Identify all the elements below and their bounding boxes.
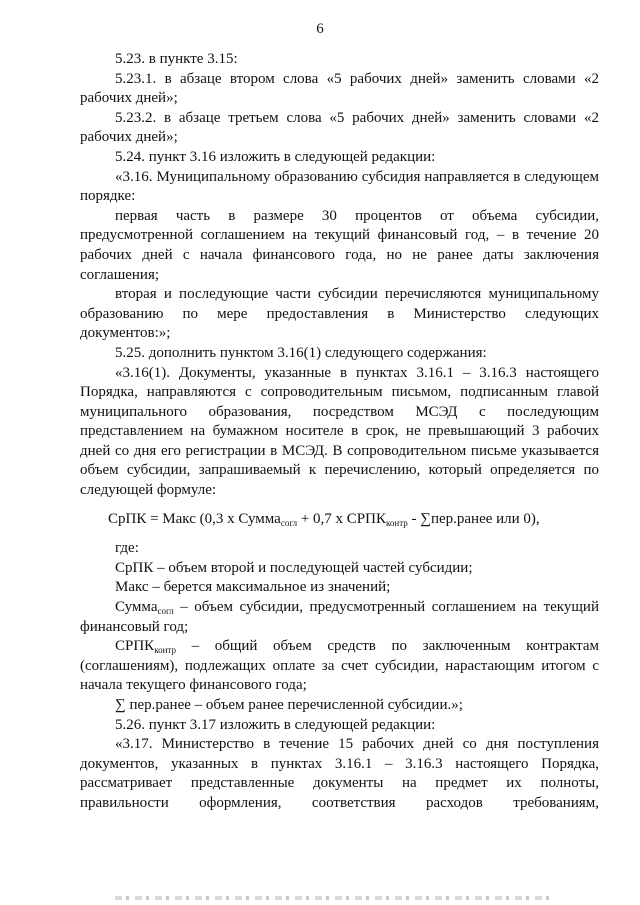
document-body: [80, 50, 599, 814]
definition-sum-prev: ∑ пер.ранее – объем ранее перечисленной субсидии.»;: [115, 697, 463, 713]
paragraph-5-26: 5.26. пункт 3.17 изложить в следующей редакции:: [115, 716, 436, 733]
formula-sub-sogl: согл: [280, 517, 298, 528]
definition-maks: Макс – берется максимальное из значений;: [115, 579, 391, 596]
definition-srpk-kontr: $СРПК_{контр}$ – общий объем средств по заключенным контрактам (соглашениям), подлежащих оплате за счет субсидии, нарастающим итогом с начала текущего финансового года;: [80, 638, 599, 694]
paragraph-5-25: 5.25. дополнить пунктом 3.16(1) следующего содержания:: [115, 344, 487, 361]
scan-footer-strip: [0, 888, 640, 905]
paragraph-5-23-2: 5.23.2. в абзаце третьем слова «5 рабочих дней» заменить словами «2 рабочих дней»;: [80, 109, 599, 146]
paragraph-3-16: «3.16. Муниципальному образованию субсидия направляется в следующем порядке:: [80, 168, 599, 205]
paragraph-3-17: «3.17. Министерство в течение 15 рабочих дней со дня поступления документов, указанных в пунктах 3.16.1 – 3.16.3 настоящего Порядка, рассматривает представленные документы на предмет их полноты, правильности оформления, соответствия расходов требованиям,: [80, 736, 599, 811]
definition-summa: Сумма$_{согл}$ – объем субсидии, предусмотренный соглашением на текущий финансовый год;: [80, 599, 599, 635]
formula-mid: + 0,7 x СРПК: [297, 510, 386, 527]
paragraph-second-part: вторая и последующие части субсидии перечисляются муниципальному образованию по мере предоставления в Министерство следующих документов:»;: [80, 286, 599, 342]
paragraph-5-23-1: 5.23.1. в абзаце втором слова «5 рабочих дней» заменить словами «2 рабочих дней»;: [80, 70, 599, 107]
formula-sub-kontr: контр: [385, 517, 408, 528]
where-label: где:: [115, 540, 139, 557]
paragraph-first-part: первая часть в размере 30 процентов от объема субсидии, предусмотренной соглашением на текущий финансовый год, – в течение 20 рабочих дней с начала финансового года, но не ранее даты заключения соглашения;: [80, 207, 599, 283]
paragraph-5-24: 5.24. пункт 3.16 изложить в следующей редакции:: [115, 148, 436, 165]
formula: [80, 510, 599, 530]
formula-lhs: СрПК = Макс (0,3 x Сумма: [108, 510, 281, 527]
paragraph-3-16-1: «3.16(1). Документы, указанные в пунктах 3.16.1 – 3.16.3 настоящего Порядка, направляются с сопроводительным письмом, подписанным главой муниципального образования, посредством МСЭД с последующим представлением на бумажном носителе в срок, не превышающий 3 рабочих дней со дня его регистрации в МСЭД. В сопроводительном письме указывается объем субсидии, запрашиваемый к перечислению, который определяется по следующей формуле:: [80, 364, 599, 499]
paragraph-5-23: 5.23. в пункте 3.15:: [115, 51, 238, 67]
formula-tail: - ∑пер.ранее или 0),: [407, 510, 540, 527]
definition-srpk: СрПК – объем второй и последующей частей субсидии;: [115, 559, 473, 576]
page-number: 6: [316, 21, 324, 37]
